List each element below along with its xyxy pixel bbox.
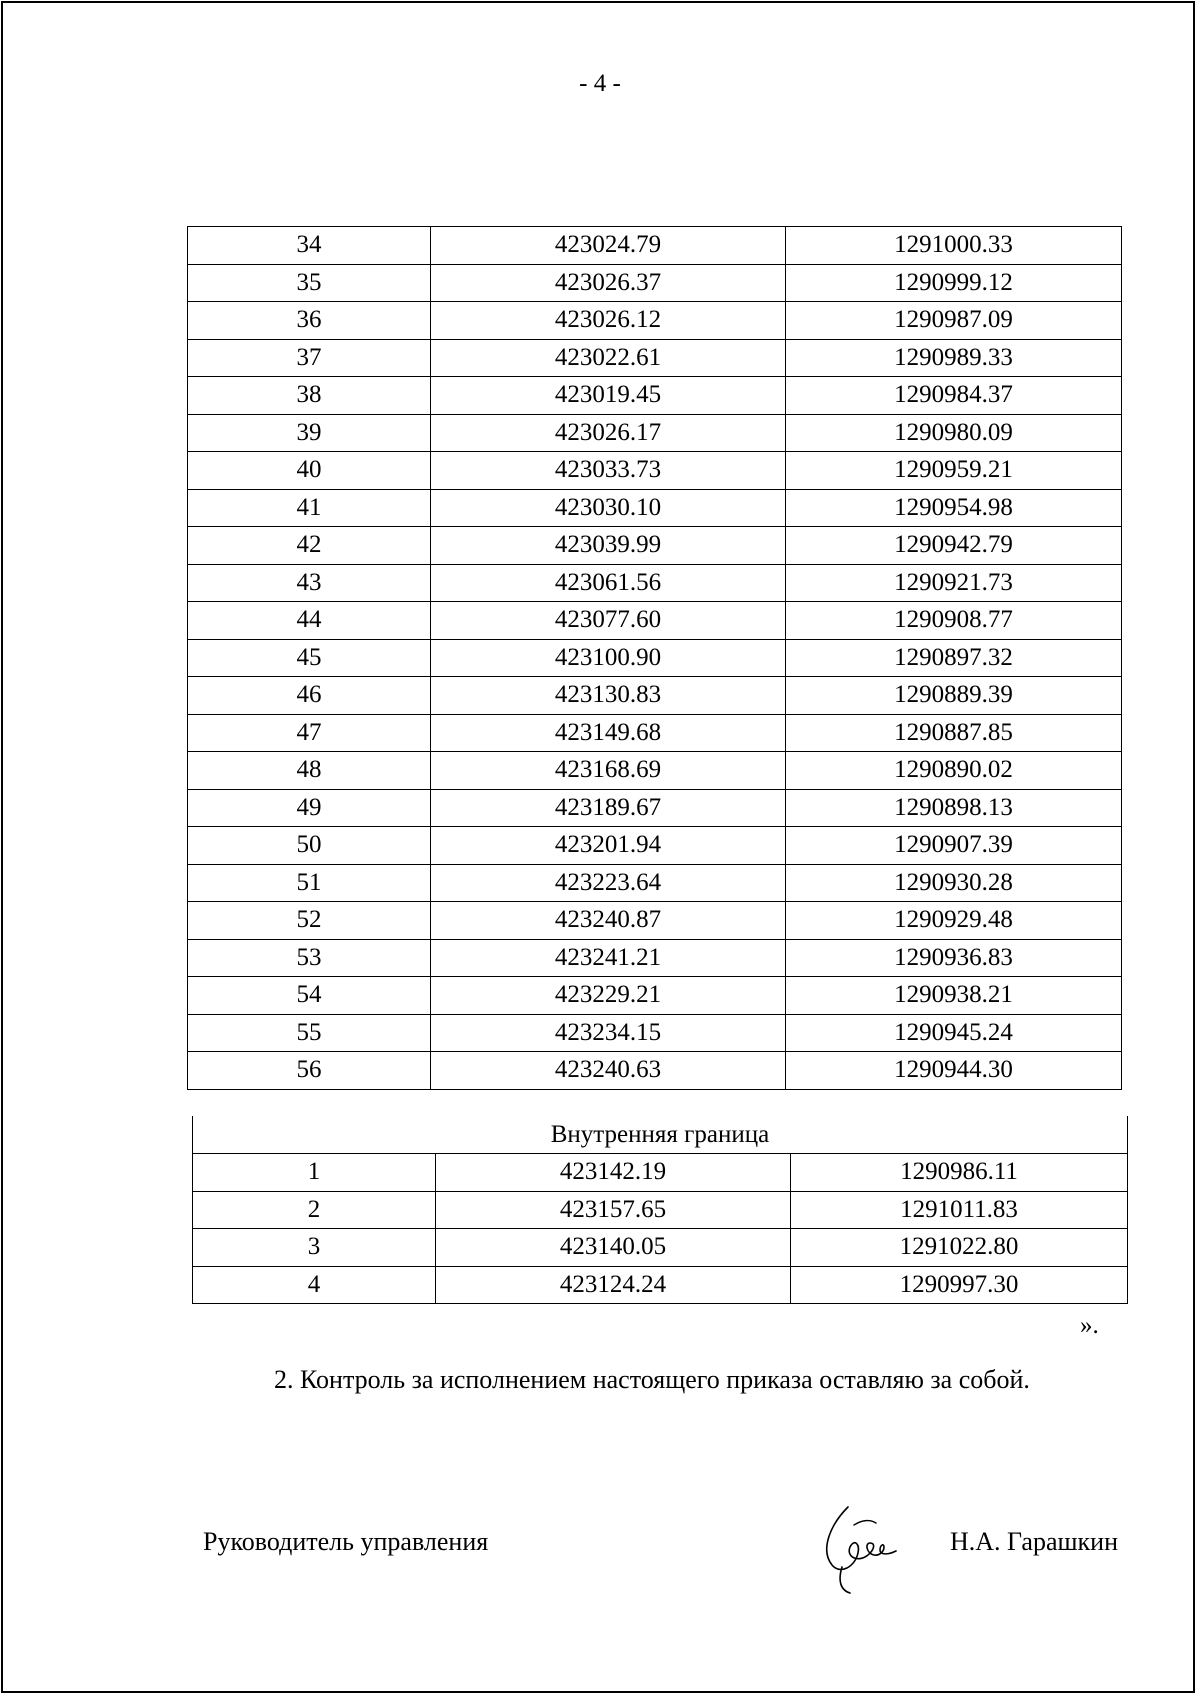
point-number-cell: 1 <box>193 1154 436 1192</box>
point-number-cell: 54 <box>188 977 431 1015</box>
y-coordinate-cell: 1290986.11 <box>791 1154 1128 1192</box>
x-coordinate-cell: 423022.61 <box>431 339 786 377</box>
x-coordinate-cell: 423240.63 <box>431 1052 786 1090</box>
y-coordinate-cell: 1290908.77 <box>786 602 1122 640</box>
point-number-cell: 42 <box>188 527 431 565</box>
table-row <box>193 1191 1128 1229</box>
point-number-cell: 50 <box>188 827 431 865</box>
point-number-cell: 39 <box>188 414 431 452</box>
x-coordinate-cell: 423140.05 <box>436 1229 791 1267</box>
y-coordinate-cell: 1291022.80 <box>791 1229 1128 1267</box>
y-coordinate-cell: 1290987.09 <box>786 302 1122 340</box>
point-number-cell: 48 <box>188 752 431 790</box>
x-coordinate-cell: 423030.10 <box>431 489 786 527</box>
table-row <box>188 489 1122 527</box>
y-coordinate-cell: 1290944.30 <box>786 1052 1122 1090</box>
point-number-cell: 47 <box>188 714 431 752</box>
y-coordinate-cell: 1290930.28 <box>786 864 1122 902</box>
signatory-title: Руководитель управления <box>203 1527 489 1556</box>
point-number-cell: 56 <box>188 1052 431 1090</box>
x-coordinate-cell: 423024.79 <box>431 227 786 265</box>
y-coordinate-cell: 1290936.83 <box>786 939 1122 977</box>
x-coordinate-cell: 423039.99 <box>431 527 786 565</box>
point-number-cell: 46 <box>188 677 431 715</box>
table-row <box>188 414 1122 452</box>
x-coordinate-cell: 423168.69 <box>431 752 786 790</box>
table-row <box>188 789 1122 827</box>
x-coordinate-cell: 423149.68 <box>431 714 786 752</box>
coordinates-table <box>187 226 1122 1090</box>
table-row <box>188 864 1122 902</box>
y-coordinate-cell: 1290887.85 <box>786 714 1122 752</box>
x-coordinate-cell: 423026.12 <box>431 302 786 340</box>
point-number-cell: 41 <box>188 489 431 527</box>
x-coordinate-cell: 423157.65 <box>436 1191 791 1229</box>
table-row <box>188 977 1122 1015</box>
x-coordinate-cell: 423240.87 <box>431 902 786 940</box>
table-row <box>188 527 1122 565</box>
x-coordinate-cell: 423100.90 <box>431 639 786 677</box>
x-coordinate-cell: 423130.83 <box>431 677 786 715</box>
x-coordinate-cell: 423201.94 <box>431 827 786 865</box>
table-row <box>188 1014 1122 1052</box>
point-number-cell: 40 <box>188 452 431 490</box>
point-number-cell: 36 <box>188 302 431 340</box>
point-number-cell: 37 <box>188 339 431 377</box>
y-coordinate-cell: 1290980.09 <box>786 414 1122 452</box>
table-row <box>188 827 1122 865</box>
point-number-cell: 3 <box>193 1229 436 1267</box>
y-coordinate-cell: 1290907.39 <box>786 827 1122 865</box>
x-coordinate-cell: 423026.37 <box>431 264 786 302</box>
y-coordinate-cell: 1290945.24 <box>786 1014 1122 1052</box>
table-row <box>188 902 1122 940</box>
table-row <box>188 452 1122 490</box>
point-number-cell: 4 <box>193 1266 436 1304</box>
table-row <box>188 752 1122 790</box>
x-coordinate-cell: 423026.17 <box>431 414 786 452</box>
inner-boundary-table <box>192 1153 1128 1304</box>
point-number-cell: 44 <box>188 602 431 640</box>
point-number-cell: 38 <box>188 377 431 415</box>
y-coordinate-cell: 1290897.32 <box>786 639 1122 677</box>
table-row <box>188 677 1122 715</box>
y-coordinate-cell: 1290954.98 <box>786 489 1122 527</box>
table-row <box>188 302 1122 340</box>
point-number-cell: 51 <box>188 864 431 902</box>
table-row <box>188 602 1122 640</box>
table-row <box>188 639 1122 677</box>
point-number-cell: 45 <box>188 639 431 677</box>
point-number-cell: 35 <box>188 264 431 302</box>
y-coordinate-cell: 1290959.21 <box>786 452 1122 490</box>
signatory-name: Н.А. Гарашкин <box>950 1527 1118 1556</box>
point-number-cell: 52 <box>188 902 431 940</box>
inner-boundary-table-body <box>193 1154 1128 1304</box>
x-coordinate-cell: 423223.64 <box>431 864 786 902</box>
y-coordinate-cell: 1290997.30 <box>791 1266 1128 1304</box>
y-coordinate-cell: 1290889.39 <box>786 677 1122 715</box>
table-row <box>193 1229 1128 1267</box>
x-coordinate-cell: 423077.60 <box>431 602 786 640</box>
point-number-cell: 34 <box>188 227 431 265</box>
table-row <box>188 227 1122 265</box>
y-coordinate-cell: 1291000.33 <box>786 227 1122 265</box>
x-coordinate-cell: 423229.21 <box>431 977 786 1015</box>
table-row <box>188 377 1122 415</box>
x-coordinate-cell: 423142.19 <box>436 1154 791 1192</box>
point-number-cell: 49 <box>188 789 431 827</box>
table-row <box>188 714 1122 752</box>
y-coordinate-cell: 1290929.48 <box>786 902 1122 940</box>
point-number-cell: 55 <box>188 1014 431 1052</box>
table-row <box>188 939 1122 977</box>
y-coordinate-cell: 1290938.21 <box>786 977 1122 1015</box>
x-coordinate-cell: 423061.56 <box>431 564 786 602</box>
y-coordinate-cell: 1290921.73 <box>786 564 1122 602</box>
y-coordinate-cell: 1290942.79 <box>786 527 1122 565</box>
x-coordinate-cell: 423033.73 <box>431 452 786 490</box>
coordinates-table-body <box>188 227 1122 1090</box>
y-coordinate-cell: 1290890.02 <box>786 752 1122 790</box>
y-coordinate-cell: 1290999.12 <box>786 264 1122 302</box>
x-coordinate-cell: 423234.15 <box>431 1014 786 1052</box>
table-row <box>188 564 1122 602</box>
x-coordinate-cell: 423019.45 <box>431 377 786 415</box>
inner-boundary-heading: Внутренняя граница <box>192 1116 1128 1153</box>
table-row <box>188 339 1122 377</box>
y-coordinate-cell: 1290898.13 <box>786 789 1122 827</box>
closing-quote: ». <box>1080 1312 1099 1339</box>
point-number-cell: 43 <box>188 564 431 602</box>
point-number-cell: 53 <box>188 939 431 977</box>
control-paragraph: 2. Контроль за исполнением настоящего приказа оставляю за собой. <box>274 1365 1030 1394</box>
table-row <box>188 264 1122 302</box>
y-coordinate-cell: 1291011.83 <box>791 1191 1128 1229</box>
point-number-cell: 2 <box>193 1191 436 1229</box>
table-row <box>193 1154 1128 1192</box>
page-number: - 4 - <box>579 70 621 97</box>
x-coordinate-cell: 423189.67 <box>431 789 786 827</box>
handwritten-signature <box>810 1495 910 1595</box>
y-coordinate-cell: 1290989.33 <box>786 339 1122 377</box>
table-row <box>188 1052 1122 1090</box>
x-coordinate-cell: 423241.21 <box>431 939 786 977</box>
y-coordinate-cell: 1290984.37 <box>786 377 1122 415</box>
table-row <box>193 1266 1128 1304</box>
x-coordinate-cell: 423124.24 <box>436 1266 791 1304</box>
